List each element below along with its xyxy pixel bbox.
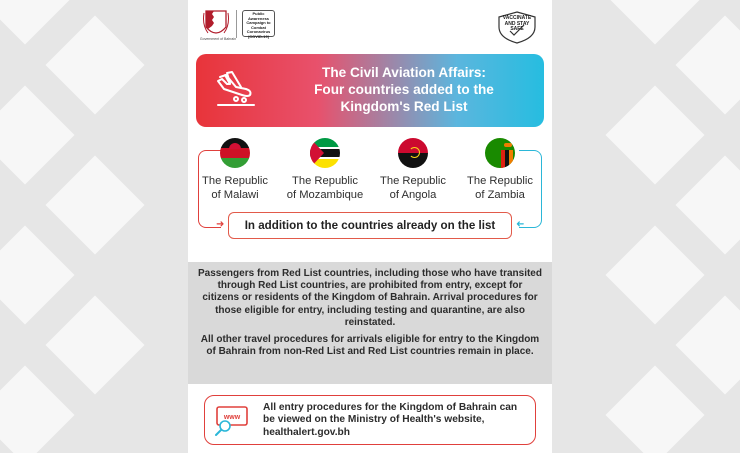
www-search-icon bbox=[215, 404, 251, 436]
bg-tile bbox=[606, 86, 705, 185]
bg-tile bbox=[676, 156, 740, 255]
country-line-1: The Republic bbox=[380, 175, 446, 187]
country-line-1: The Republic bbox=[467, 175, 533, 187]
header-divider bbox=[236, 10, 237, 38]
info-paragraph-1: Passengers from Red List countries, including those who have transited through Red List countries, are prohibited from entry, except for citizens or residents of the Kingdom of Bahrain. Arrival procedures for those eligible for entry, including testing and quarantine, are also reinstated. bbox=[198, 268, 542, 328]
bg-tile bbox=[0, 86, 74, 185]
poster bbox=[188, 0, 552, 453]
country-angola bbox=[376, 138, 450, 202]
bg-tile bbox=[606, 366, 705, 453]
country-line-2: of Angola bbox=[389, 188, 437, 201]
zambia-flag-icon bbox=[485, 138, 515, 168]
bg-tile bbox=[0, 0, 74, 44]
country-zambia bbox=[460, 138, 540, 202]
banner-title-line-1: The Civil Aviation Affairs: bbox=[322, 65, 486, 80]
info-panel bbox=[188, 262, 552, 384]
bg-tile bbox=[46, 296, 145, 395]
country-mozambique bbox=[280, 138, 370, 202]
health-website-box bbox=[204, 395, 536, 445]
campaign-badge: Public Awareness Campaign to Combat Coronavirus (COVID-19) bbox=[242, 10, 275, 37]
bg-tile bbox=[606, 226, 705, 325]
bg-tile bbox=[0, 226, 74, 325]
bg-tile bbox=[46, 16, 145, 115]
malawi-flag-icon bbox=[220, 138, 250, 168]
country-line-1: The Republic bbox=[202, 175, 268, 187]
bg-tile bbox=[46, 156, 145, 255]
country-line-1: The Republic bbox=[292, 175, 358, 187]
arrow-right-icon: ➜ bbox=[216, 219, 225, 230]
bg-tile bbox=[606, 0, 705, 44]
country-line-2: of Zambia bbox=[475, 188, 525, 201]
info-paragraph-2: All other travel procedures for arrivals eligible for entry to the Kingdom of Bahrain from non-Red List and Red List countries remain in place. bbox=[200, 334, 540, 358]
country-line-2: of Mozambique bbox=[286, 188, 364, 201]
country-malawi bbox=[198, 138, 272, 202]
health-website-text: All entry procedures for the Kingdom of Bahrain can be viewed on the Ministry of Health's website, healthalert.gov.bh bbox=[263, 402, 518, 438]
bg-tile bbox=[0, 366, 74, 453]
angola-flag-icon bbox=[398, 138, 428, 168]
mozambique-flag-icon bbox=[310, 138, 340, 168]
banner-title bbox=[274, 64, 534, 115]
vaccinate-label: VACCINATE AND STAY SAFE bbox=[502, 15, 532, 32]
banner-title-line-2: Four countries added to the bbox=[314, 82, 494, 97]
country-line-2: of Malawi bbox=[211, 188, 259, 201]
existing-list-note: In addition to the countries already on the list bbox=[228, 212, 512, 239]
red-list-banner bbox=[196, 54, 544, 127]
airplane-landing-icon bbox=[214, 69, 258, 113]
bg-tile bbox=[676, 296, 740, 395]
bahrain-logo-caption: Government of Bahrain bbox=[199, 37, 237, 41]
bahrain-emblem-icon bbox=[202, 9, 230, 39]
banner-title-line-3: Kingdom's Red List bbox=[340, 99, 468, 114]
svg-text:www: www bbox=[223, 414, 241, 421]
arrow-left-icon: ➜ bbox=[515, 219, 524, 230]
bg-tile bbox=[676, 16, 740, 115]
